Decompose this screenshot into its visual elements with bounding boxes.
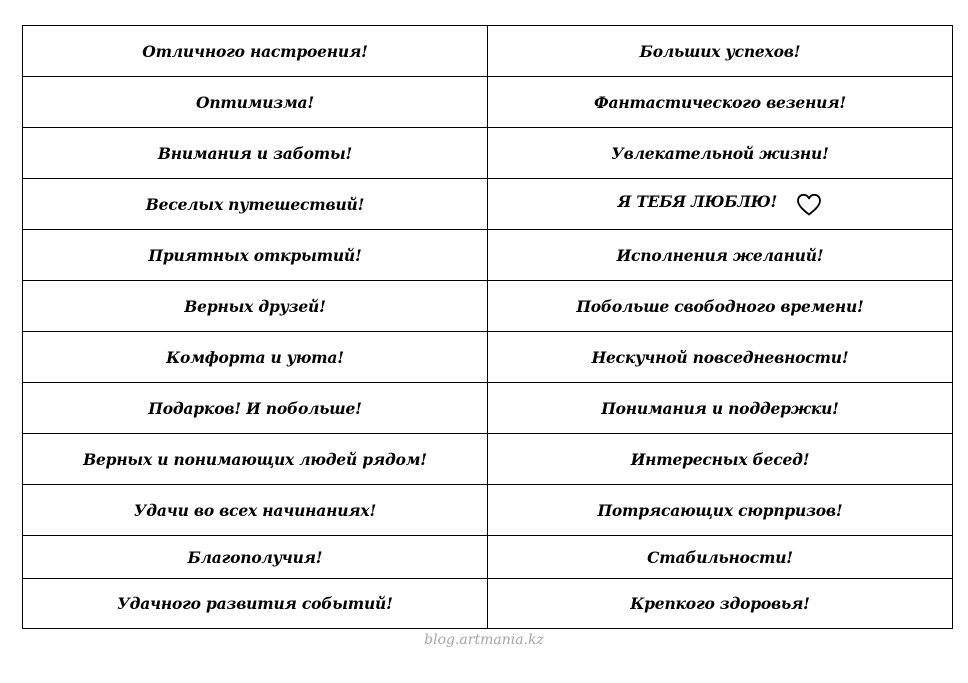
wish-cell-left: Внимания и заботы! — [23, 128, 488, 179]
table-row — [23, 332, 953, 383]
wish-cell-left: Благополучия! — [23, 536, 488, 579]
wish-cell-right-love — [488, 179, 953, 230]
wish-cell-left: Подарков! И побольше! — [23, 383, 488, 434]
table-row — [23, 230, 953, 281]
table-row — [23, 77, 953, 128]
wish-cell-left: Верных друзей! — [23, 281, 488, 332]
wish-cell-right: Больших успехов! — [488, 26, 953, 77]
wish-cell-right: Фантастического везения! — [488, 77, 953, 128]
wishes-table — [22, 25, 953, 629]
wish-cell-right: Стабильности! — [488, 536, 953, 579]
wish-cell-left: Приятных открытий! — [23, 230, 488, 281]
wish-cell-left: Верных и понимающих людей рядом! — [23, 434, 488, 485]
wish-cell-left: Удачи во всех начинаниях! — [23, 485, 488, 536]
table-row — [23, 179, 953, 230]
table-row — [23, 485, 953, 536]
wish-cell-right: Побольше свободного времени! — [488, 281, 953, 332]
wish-cell-left: Комфорта и уюта! — [23, 332, 488, 383]
table-row — [23, 536, 953, 579]
table-row — [23, 434, 953, 485]
wish-cell-left: Удачного развития событий! — [23, 579, 488, 629]
wish-cell-right: Исполнения желаний! — [488, 230, 953, 281]
heart-outline-icon — [796, 192, 822, 218]
table-row — [23, 383, 953, 434]
table-row — [23, 128, 953, 179]
wish-cell-left: Отличного настроения! — [23, 26, 488, 77]
wish-cell-right: Нескучной повседневности! — [488, 332, 953, 383]
wish-cell-right: Потрясающих сюрпризов! — [488, 485, 953, 536]
watermark-text: blog.artmania.kz — [424, 632, 544, 648]
love-text: Я ТЕБЯ ЛЮБЛЮ! — [617, 191, 778, 211]
wish-cell-right: Увлекательной жизни! — [488, 128, 953, 179]
wish-cell-right: Понимания и поддержки! — [488, 383, 953, 434]
wish-cell-left: Веселых путешествий! — [23, 179, 488, 230]
table-row — [23, 579, 953, 629]
wish-cell-left: Оптимизма! — [23, 77, 488, 128]
wish-cell-right: Крепкого здоровья! — [488, 579, 953, 629]
wish-cell-right: Интересных бесед! — [488, 434, 953, 485]
table-row — [23, 281, 953, 332]
table-row — [23, 26, 953, 77]
